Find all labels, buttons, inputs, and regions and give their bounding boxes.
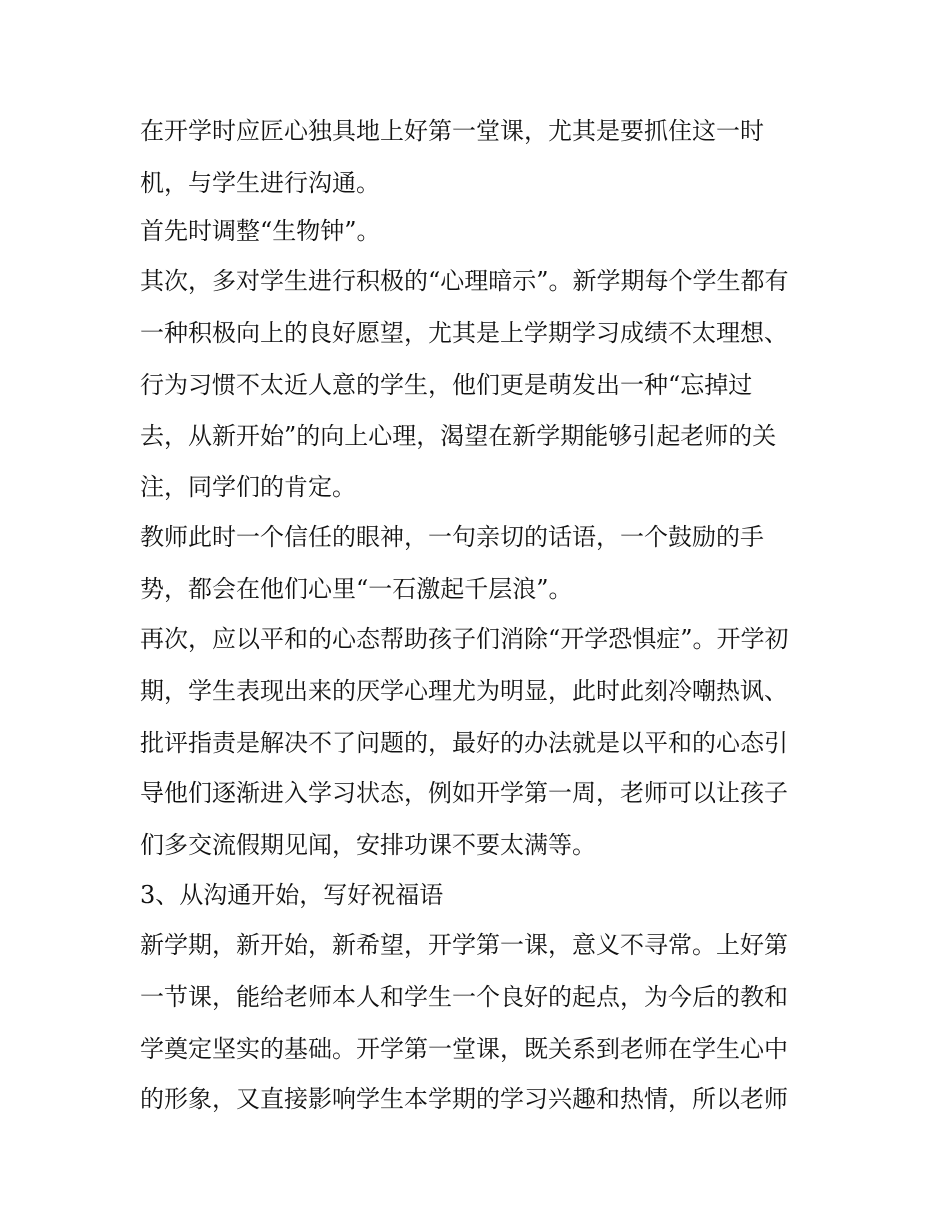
text-line: 首先时调整“生物钟”。 (140, 217, 381, 245)
text-line: 势，都会在他们心里“一石激起千层浪”。 (140, 575, 573, 603)
text-line: 机，与学生进行沟通。 (140, 169, 380, 197)
text-line: 其次，多对学生进行积极的“心理暗示”。新学期每个学生都有 (140, 267, 789, 295)
text-line: 导他们逐渐进入学习状态，例如开学第一周，老师可以让孩子 (140, 779, 788, 807)
text-line: 行为习惯不太近人意的学生，他们更是萌发出一种“忘掉过 (140, 371, 753, 399)
text-line: 再次，应以平和的心态帮助孩子们消除“开学恐惧症”。开学初 (140, 625, 789, 653)
text-line: 学奠定坚实的基础。开学第一堂课，既关系到老师在学生心中 (140, 1035, 788, 1063)
text-line: 去，从新开始”的向上心理，渴望在新学期能够引起老师的关 (140, 422, 777, 450)
text-line: 注，同学们的肯定。 (140, 473, 356, 501)
text-line: 教师此时一个信任的眼神，一句亲切的话语，一个鼓励的手 (140, 523, 764, 551)
text-line: 批评指责是解决不了问题的，最好的办法就是以平和的心态引 (140, 729, 788, 757)
text-line: 在开学时应匠心独具地上好第一堂课，尤其是要抓住这一时 (140, 117, 764, 145)
text-line: 一节课，能给老师本人和学生一个良好的起点，为今后的教和 (140, 983, 788, 1011)
text-line: 们多交流假期见闻，安排功课不要太满等。 (140, 831, 596, 859)
text-line: 的形象，又直接影响学生本学期的学习兴趣和热情，所以老师 (140, 1085, 788, 1113)
text-line: 一种积极向上的良好愿望，尤其是上学期学习成绩不太理想、 (140, 319, 788, 347)
text-line: 期，学生表现出来的厌学心理尤为明显，此时此刻冷嘲热讽、 (140, 677, 788, 705)
text-line: 新学期，新开始，新希望，开学第一课，意义不寻常。上好第 (140, 931, 788, 959)
section-heading: 3、从沟通开始，写好祝福语 (140, 881, 444, 909)
